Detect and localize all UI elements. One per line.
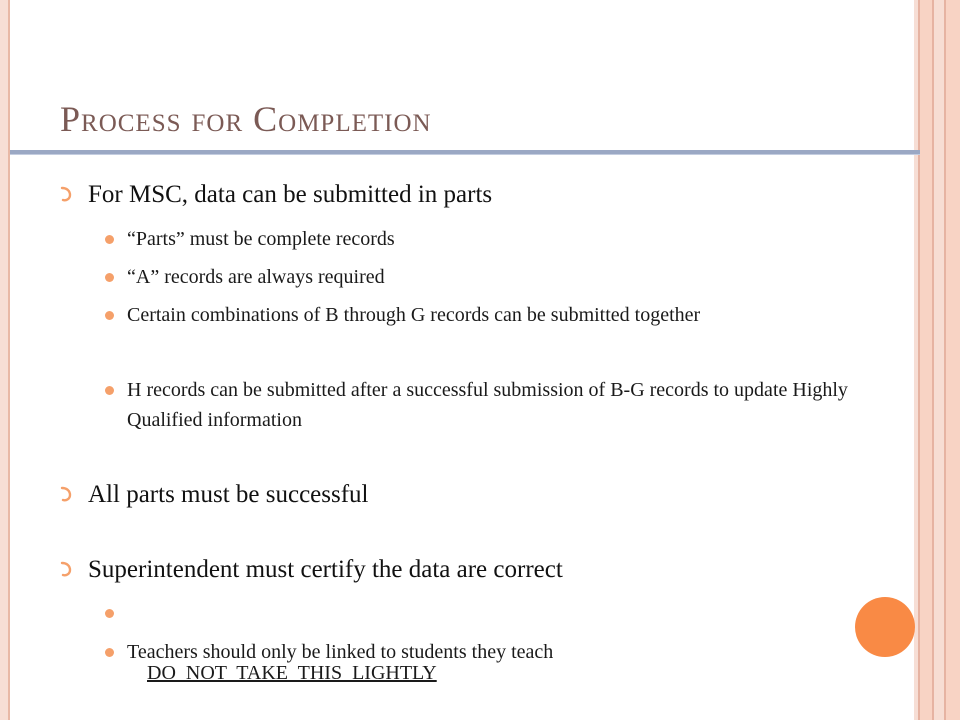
open-bullet-icon <box>58 561 72 577</box>
bullet-level2 <box>127 224 395 254</box>
bullet-text: All parts must be successful <box>88 481 369 508</box>
bullet-level2 <box>127 637 553 667</box>
bullet-level2 <box>127 375 907 435</box>
bullet-dot-icon <box>105 386 114 395</box>
decorative-circle <box>855 597 915 657</box>
bullet-level1 <box>88 181 492 209</box>
bullet-dot-icon <box>105 235 114 244</box>
bullet-level2 <box>127 262 385 292</box>
bullet-dot-icon <box>105 648 114 657</box>
bullet-text: Superintendent must certify the data are correct <box>88 556 563 583</box>
bullet-text: Teachers should only be linked to students they teach <box>127 641 554 663</box>
bullet-level1 <box>88 481 369 509</box>
left-border-decoration <box>0 0 10 720</box>
bullet-text: H records can be submitted after a successful submission of B-G records to update Highly Qualified information <box>127 379 848 431</box>
bullet-text: “A” records are always required <box>127 266 385 288</box>
bullet-text-underlined: DO NOT TAKE THIS LIGHTLY <box>147 662 437 684</box>
bullet-level1 <box>88 556 563 584</box>
bullet-text: Certain combinations of B through G records can be submitted together <box>127 304 701 326</box>
bullet-level2 <box>127 300 827 330</box>
slide-title: Process for Completion <box>60 99 432 139</box>
bullet-text: For MSC, data can be submitted in parts <box>88 181 493 208</box>
open-bullet-icon <box>58 186 72 202</box>
title-divider <box>10 150 920 154</box>
bullet-text: “Parts” must be complete records <box>127 228 395 250</box>
bullet-dot-icon <box>105 609 114 618</box>
right-stripes-decoration <box>914 0 960 720</box>
open-bullet-icon <box>58 486 72 502</box>
bullet-dot-icon <box>105 311 114 320</box>
bullet-dot-icon <box>105 273 114 282</box>
